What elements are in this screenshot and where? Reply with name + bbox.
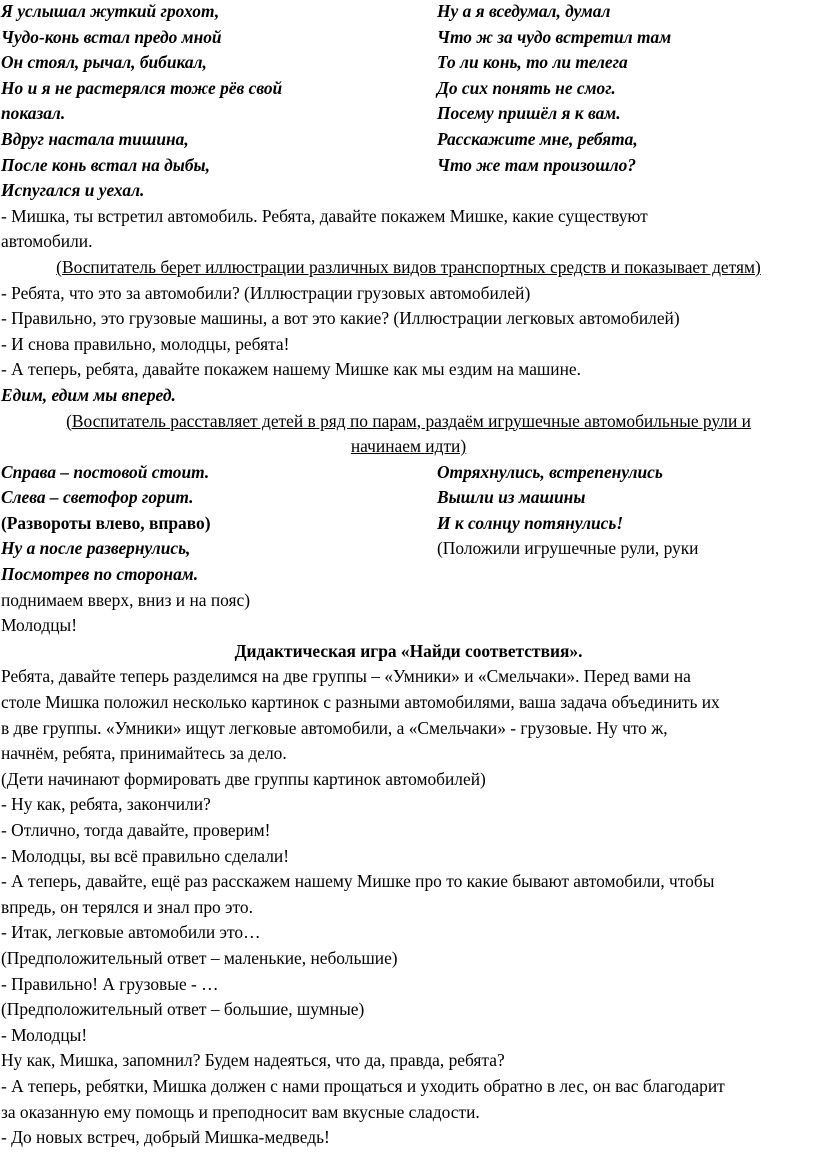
poem-line: То ли конь, то ли телега xyxy=(437,52,628,73)
poem-2-left-column xyxy=(1,460,437,588)
dialogue-line: (Дети начинают формировать две группы картинок автомобилей) xyxy=(1,768,486,789)
poem-block-1 xyxy=(1,0,816,204)
poem-line: Чудо-конь встал предо мной xyxy=(1,26,222,47)
teacher-note-line: начинаем идти) xyxy=(350,436,467,457)
dialogue-line: - Правильно! А грузовые - … xyxy=(1,973,219,994)
dialogue-block-3 xyxy=(1,588,816,639)
teacher-note-line: (Воспитатель расставляет детей в ряд по парам, раздаём игрушечные автомобильные рули и xyxy=(66,410,751,431)
poem-block-2 xyxy=(1,460,816,588)
poem-line: Слева – светофор горит. xyxy=(1,487,194,508)
game-title: Дидактическая игра «Найди соответствия». xyxy=(234,640,583,661)
poem-1-left-column xyxy=(1,0,437,204)
dialogue-line: - Молодцы! xyxy=(1,1024,88,1045)
dialogue-line: впредь, он терялся и знал про это. xyxy=(1,896,253,917)
dialogue-line: - Мишка, ты встретил автомобиль. Ребята, давайте покажем Мишке, какие существуют xyxy=(1,205,648,226)
dialogue-line: - И снова правильно, молодцы, ребята! xyxy=(1,333,290,354)
poem-line: Посему пришёл я к вам. xyxy=(437,103,621,124)
dialogue-line: - Молодцы, вы всё правильно сделали! xyxy=(1,845,289,866)
dialogue-line: в две группы. «Умники» ищут легковые автомобили, а «Смельчаки» - грузовые. Ну что ж, xyxy=(1,717,668,738)
poem-line: Но и я не растерялся тоже рёв свой xyxy=(1,77,283,98)
dialogue-block-2 xyxy=(1,281,816,383)
teacher-note: (Воспитатель берет иллюстрации различных видов транспортных средств и показывает детям) xyxy=(56,256,761,277)
dialogue-line: - Ну как, ребята, закончили? xyxy=(1,794,211,815)
dialogue-line: поднимаем вверх, вниз и на пояс) xyxy=(1,589,251,610)
poem-line: Что ж за чудо встретил там xyxy=(437,26,672,47)
poem-line: Что же там произошло? xyxy=(437,154,637,175)
poem-line: Вышли из машины xyxy=(437,487,586,508)
poem-line: Посмотрев по сторонам. xyxy=(1,564,199,585)
dialogue-line: - А теперь, ребята, давайте покажем нашему Мишке как мы ездим на машине. xyxy=(1,359,581,380)
drive-line: Едим, едим мы вперед. xyxy=(1,384,176,405)
dialogue-line: - Отлично, тогда давайте, проверим! xyxy=(1,820,271,840)
poem-line: Отряхнулись, встрепенулись xyxy=(437,461,663,482)
poem-line: Ну а после развернулись, xyxy=(1,538,191,559)
poem-line: Вдруг настала тишина, xyxy=(1,128,189,149)
dialogue-line: (Предположительный ответ – маленькие, небольшие) xyxy=(1,947,398,968)
dialogue-line: - А теперь, давайте, ещё раз расскажем нашему Мишке про то какие бывают автомобили, чтобы xyxy=(1,871,715,892)
poem-line: Ну а я вседумал, думал xyxy=(437,1,611,21)
dialogue-line: столе Мишка положил несколько картинок с разными автомобилями, ваша задача объединить их xyxy=(1,692,720,713)
poem-line: Расскажите мне, ребята, xyxy=(437,128,638,149)
poem-2-right-column xyxy=(437,460,816,588)
poem-line: До сих понять не смог. xyxy=(437,77,616,98)
dialogue-line: за оказанную ему помощь и преподносит вам вкусные сладости. xyxy=(1,1101,480,1122)
dialogue-block-1 xyxy=(1,204,816,255)
poem-line: показал. xyxy=(1,103,66,124)
poem-line: (Положили игрушечные рули, руки xyxy=(437,538,699,559)
dialogue-line: Молодцы! xyxy=(1,615,77,636)
dialogue-line: - Правильно, это грузовые машины, а вот это какие? (Иллюстрации легковых автомобилей) xyxy=(1,308,680,329)
poem-line: Я услышал жуткий грохот, xyxy=(1,1,220,21)
dialogue-line: Ребята, давайте теперь разделимся на две группы – «Умники» и «Смельчаки». Перед вами на xyxy=(1,666,691,687)
dialogue-line: автомобили. xyxy=(1,231,93,252)
dialogue-line: - Итак, легковые автомобили это… xyxy=(1,922,261,943)
dialogue-line: - Ребята, что это за автомобили? (Иллюстрации грузовых автомобилей) xyxy=(1,282,531,303)
poem-line: Справа – постовой стоит. xyxy=(1,461,210,482)
dialogue-block-4 xyxy=(1,664,816,1150)
poem-line: Он стоял, рычал, бибикал, xyxy=(1,52,207,73)
poem-1-right-column xyxy=(437,0,816,204)
poem-line: (Развороты влево, вправо) xyxy=(1,512,211,533)
dialogue-line: (Предположительный ответ – большие, шумные) xyxy=(1,999,365,1020)
dialogue-line: начнём, ребята, принимайтесь за дело. xyxy=(1,743,287,764)
dialogue-line: - До новых встреч, добрый Мишка-медведь! xyxy=(1,1127,330,1148)
dialogue-line: Ну как, Мишка, запомнил? Будем надеяться, что да, правда, ребята? xyxy=(1,1050,505,1071)
poem-line: После конь встал на дыбы, xyxy=(1,154,210,175)
poem-line: Испугался и уехал. xyxy=(1,180,145,201)
poem-line: И к солнцу потянулись! xyxy=(437,512,624,533)
dialogue-line: - А теперь, ребятки, Мишка должен с нами прощаться и уходить обратно в лес, он вас благодарит xyxy=(1,1075,725,1096)
teacher-note-2 xyxy=(1,409,816,460)
